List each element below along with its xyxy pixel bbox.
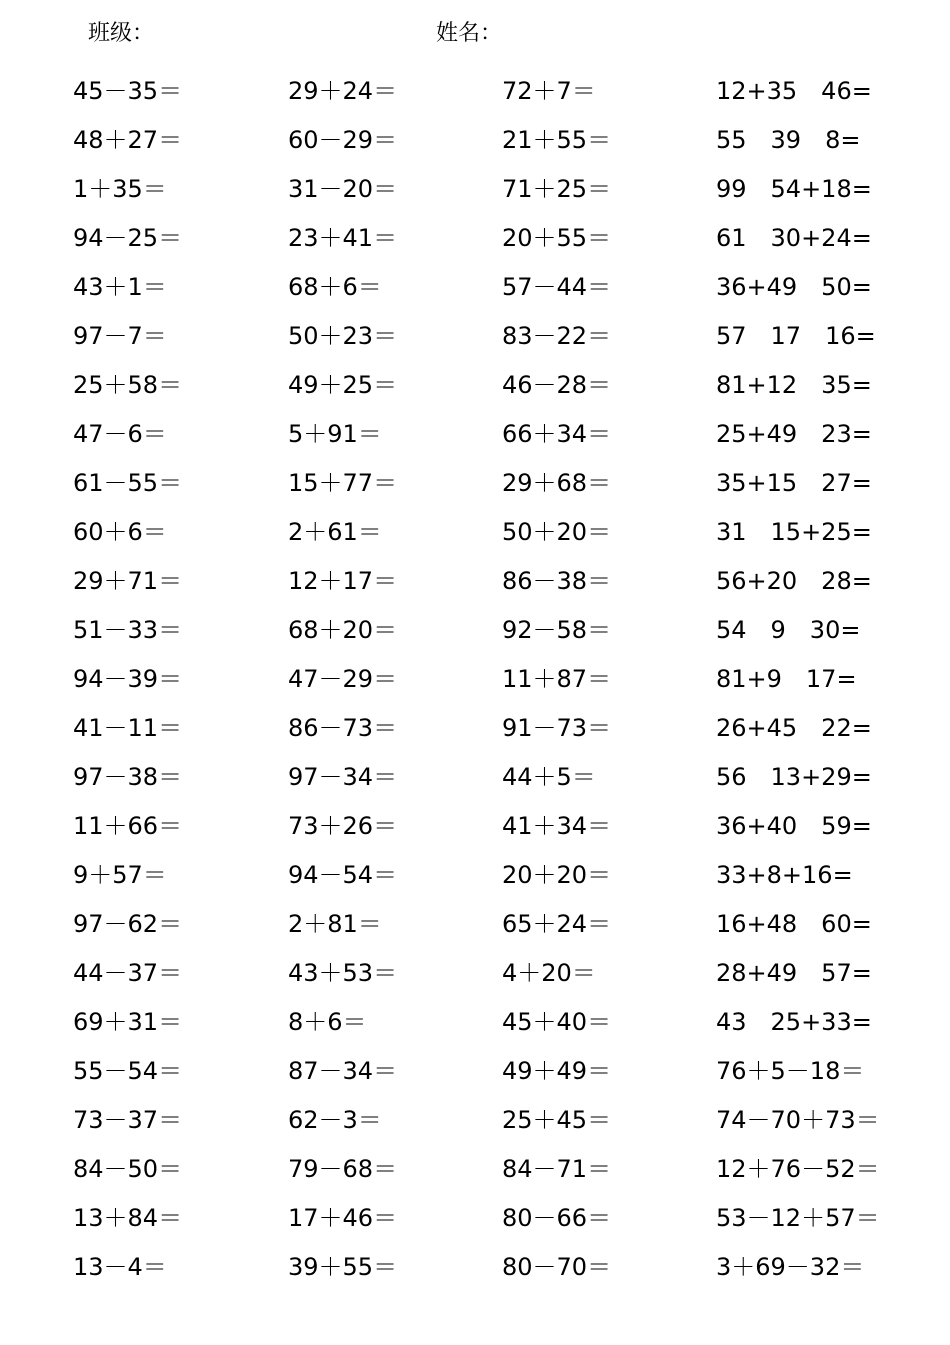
math-problem: 11＋87＝	[502, 665, 612, 693]
math-problem: 80－66＝	[502, 1204, 612, 1232]
math-problem: 81+9 17=	[716, 665, 857, 693]
problem-row	[0, 1095, 950, 1144]
math-problem: 12＋17＝	[288, 567, 398, 595]
math-problem: 74－70＋73＝	[716, 1106, 880, 1134]
math-problem: 49＋49＝	[502, 1057, 612, 1085]
math-problem: 80－70＝	[502, 1253, 612, 1281]
math-problem: 48＋27＝	[73, 126, 183, 154]
problem-row	[0, 409, 950, 458]
math-problem: 33+8+16=	[716, 861, 853, 889]
math-problem: 68＋20＝	[288, 616, 398, 644]
problem-row	[0, 703, 950, 752]
math-problem: 16+48 60=	[716, 910, 872, 938]
math-problem: 39＋55＝	[288, 1253, 398, 1281]
problem-row	[0, 948, 950, 997]
math-problem: 5＋91＝	[288, 420, 382, 448]
problem-row	[0, 556, 950, 605]
math-problem: 12+35 46=	[716, 77, 872, 105]
problem-row	[0, 115, 950, 164]
math-problem: 29＋68＝	[502, 469, 612, 497]
name-label: 姓名：	[436, 21, 503, 46]
math-problem: 2＋61＝	[288, 518, 382, 546]
problem-row	[0, 262, 950, 311]
problem-row	[0, 360, 950, 409]
math-problem: 25＋45＝	[502, 1106, 612, 1134]
math-problem: 2＋81＝	[288, 910, 382, 938]
problem-row	[0, 1193, 950, 1242]
math-problem: 20＋55＝	[502, 224, 612, 252]
problem-row	[0, 1242, 950, 1291]
math-problem: 17＋46＝	[288, 1204, 398, 1232]
math-problem: 60＋6＝	[73, 518, 167, 546]
math-problem: 99 54+18=	[716, 175, 872, 203]
problem-row	[0, 801, 950, 850]
math-problem: 91－73＝	[502, 714, 612, 742]
math-problem: 11＋66＝	[73, 812, 183, 840]
math-problem: 29＋71＝	[73, 567, 183, 595]
problem-row	[0, 654, 950, 703]
math-problem: 97－7＝	[73, 322, 167, 350]
math-problem: 21＋55＝	[502, 126, 612, 154]
math-problem: 36+40 59=	[716, 812, 872, 840]
math-problem: 50＋23＝	[288, 322, 398, 350]
math-problem: 43＋53＝	[288, 959, 398, 987]
problem-row	[0, 164, 950, 213]
math-problem: 84－50＝	[73, 1155, 183, 1183]
math-problem: 92－58＝	[502, 616, 612, 644]
math-problem: 86－73＝	[288, 714, 398, 742]
math-problem: 56+20 28=	[716, 567, 872, 595]
math-problem: 15＋77＝	[288, 469, 398, 497]
math-problem: 97－34＝	[288, 763, 398, 791]
math-problem: 53－12＋57＝	[716, 1204, 880, 1232]
problem-row	[0, 752, 950, 801]
math-problem: 3＋69－32＝	[716, 1253, 865, 1281]
problem-row	[0, 458, 950, 507]
math-problem: 97－62＝	[73, 910, 183, 938]
math-problem: 26+45 22=	[716, 714, 872, 742]
problem-row	[0, 311, 950, 360]
math-problem: 25＋58＝	[73, 371, 183, 399]
math-problem: 47－6＝	[73, 420, 167, 448]
math-problem: 43＋1＝	[73, 273, 167, 301]
problem-row	[0, 997, 950, 1046]
math-problem: 49＋25＝	[288, 371, 398, 399]
math-problem: 87－34＝	[288, 1057, 398, 1085]
math-problem: 68＋6＝	[288, 273, 382, 301]
problem-row	[0, 1046, 950, 1095]
math-problem: 61－55＝	[73, 469, 183, 497]
math-problem: 44＋5＝	[502, 763, 596, 791]
math-problem: 81+12 35=	[716, 371, 872, 399]
math-problem: 76＋5－18＝	[716, 1057, 865, 1085]
math-problem: 45＋40＝	[502, 1008, 612, 1036]
math-problem: 51－33＝	[73, 616, 183, 644]
problem-row	[0, 66, 950, 115]
problem-row	[0, 850, 950, 899]
math-problem: 69＋31＝	[73, 1008, 183, 1036]
math-problem: 29＋24＝	[288, 77, 398, 105]
math-problem: 31－20＝	[288, 175, 398, 203]
math-problem: 23＋41＝	[288, 224, 398, 252]
worksheet-header	[0, 18, 950, 54]
math-problem: 73＋26＝	[288, 812, 398, 840]
math-problem: 45－35＝	[73, 77, 183, 105]
math-problem: 62－3＝	[288, 1106, 382, 1134]
math-problem: 41－11＝	[73, 714, 183, 742]
math-problem: 43 25+33=	[716, 1008, 872, 1036]
problem-row	[0, 1144, 950, 1193]
problem-row	[0, 899, 950, 948]
math-problem: 8＋6＝	[288, 1008, 367, 1036]
math-problem: 46－28＝	[502, 371, 612, 399]
problem-grid	[0, 66, 950, 1291]
math-problem: 4＋20＝	[502, 959, 596, 987]
math-problem: 12＋76－52＝	[716, 1155, 880, 1183]
math-problem: 79－68＝	[288, 1155, 398, 1183]
math-problem: 73－37＝	[73, 1106, 183, 1134]
math-problem: 94－39＝	[73, 665, 183, 693]
math-problem: 66＋34＝	[502, 420, 612, 448]
math-problem: 94－25＝	[73, 224, 183, 252]
math-problem: 13＋84＝	[73, 1204, 183, 1232]
math-problem: 44－37＝	[73, 959, 183, 987]
math-problem: 50＋20＝	[502, 518, 612, 546]
math-problem: 86－38＝	[502, 567, 612, 595]
class-label: 班级：	[88, 21, 155, 46]
math-problem: 72＋7＝	[502, 77, 596, 105]
math-problem: 54 9 30=	[716, 616, 861, 644]
problem-row	[0, 213, 950, 262]
math-problem: 9＋57＝	[73, 861, 167, 889]
math-problem: 31 15+25=	[716, 518, 872, 546]
problem-row	[0, 507, 950, 556]
math-problem: 41＋34＝	[502, 812, 612, 840]
math-problem: 36+49 50=	[716, 273, 872, 301]
math-problem: 71＋25＝	[502, 175, 612, 203]
math-problem: 20＋20＝	[502, 861, 612, 889]
math-problem: 57－44＝	[502, 273, 612, 301]
math-problem: 57 17 16=	[716, 322, 876, 350]
problem-row	[0, 605, 950, 654]
math-problem: 83－22＝	[502, 322, 612, 350]
math-problem: 55 39 8=	[716, 126, 861, 154]
math-problem: 28+49 57=	[716, 959, 872, 987]
math-problem: 47－29＝	[288, 665, 398, 693]
math-problem: 61 30+24=	[716, 224, 872, 252]
math-problem: 65＋24＝	[502, 910, 612, 938]
math-problem: 94－54＝	[288, 861, 398, 889]
math-problem: 84－71＝	[502, 1155, 612, 1183]
math-problem: 25+49 23=	[716, 420, 872, 448]
math-problem: 56 13+29=	[716, 763, 872, 791]
math-problem: 1＋35＝	[73, 175, 167, 203]
math-problem: 60－29＝	[288, 126, 398, 154]
math-problem: 13－4＝	[73, 1253, 167, 1281]
math-problem: 35+15 27=	[716, 469, 872, 497]
math-problem: 97－38＝	[73, 763, 183, 791]
math-problem: 55－54＝	[73, 1057, 183, 1085]
